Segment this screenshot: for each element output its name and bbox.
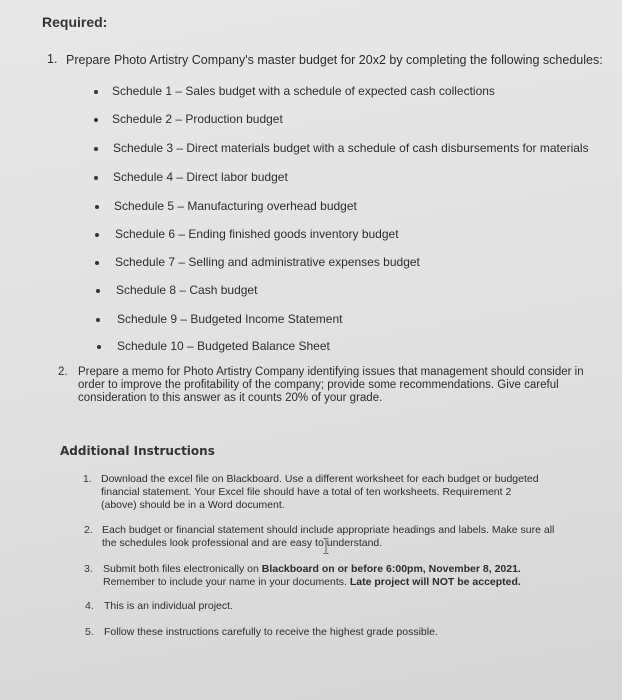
instruction-number: 2. <box>84 524 93 536</box>
task2-line: Prepare a memo for Photo Artistry Company identifying issues that management should consider in <box>78 366 584 378</box>
instruction-number: 3. <box>84 563 93 575</box>
required-heading: Required: <box>42 14 108 30</box>
instruction-line <box>103 576 521 589</box>
instruction-number: 5. <box>85 626 94 638</box>
bullet-icon <box>94 147 98 151</box>
instruction-line: Each budget or financial statement should include appropriate headings and labels. Make sure all <box>102 524 555 536</box>
bullet-icon <box>94 90 98 94</box>
instruction-item <box>103 563 521 589</box>
instruction-text: Submit both files electronically on <box>103 563 262 575</box>
instruction-line: Follow these instructions carefully to receive the highest grade possible. <box>104 626 438 638</box>
instruction-line: (above) should be in a Word document. <box>101 499 285 511</box>
schedule-label: Schedule 6 – Ending finished goods inventory budget <box>115 227 399 241</box>
deadline-text: Blackboard on or before 6:00pm, November 8, 2021. <box>261 563 521 575</box>
bullet-icon <box>96 289 100 293</box>
bullet-icon <box>94 176 98 180</box>
instruction-item <box>104 626 438 639</box>
instruction-text: Remember to include your name in your documents. <box>103 576 350 588</box>
instruction-number: 4. <box>85 600 94 612</box>
instruction-line: Download the excel file on Blackboard. Use a different worksheet for each budget or budgeted <box>101 473 539 485</box>
instruction-item <box>104 600 233 613</box>
task2-line: order to improve the profitability of the company; provide some recommendations. Give careful <box>78 379 559 391</box>
bullet-icon <box>94 118 98 122</box>
schedule-label: Schedule 2 – Production budget <box>112 112 283 126</box>
additional-instructions-heading: Additional Instructions <box>60 444 215 458</box>
bullet-icon <box>96 318 100 322</box>
instruction-line: financial statement. Your Excel file should have a total of ten worksheets. Requirement 2 <box>101 486 512 498</box>
bullet-icon <box>95 261 99 265</box>
instruction-line: the schedules look professional and are easy to understand. <box>102 537 383 549</box>
bullet-icon <box>97 345 101 349</box>
schedule-label: Schedule 7 – Selling and administrative expenses budget <box>115 255 420 269</box>
bullet-icon <box>95 233 99 237</box>
instruction-line <box>103 563 521 576</box>
late-policy-text: Late project will NOT be accepted. <box>349 576 521 588</box>
bullet-icon <box>95 205 99 209</box>
text-cursor-icon <box>323 538 329 554</box>
schedule-label: Schedule 4 – Direct labor budget <box>113 170 288 184</box>
instruction-number: 1. <box>83 473 92 485</box>
instruction-line: This is an individual project. <box>104 600 233 612</box>
schedule-label: Schedule 3 – Direct materials budget with a schedule of cash disbursements for materials <box>113 141 589 155</box>
schedule-label: Schedule 9 – Budgeted Income Statement <box>117 312 343 326</box>
task2-paragraph <box>78 366 584 405</box>
instruction-item <box>101 473 539 512</box>
schedule-label: Schedule 5 – Manufacturing overhead budget <box>114 199 357 213</box>
task1-number: 1. <box>47 52 58 66</box>
task2-line: consideration to this answer as it counts 20% of your grade. <box>78 392 383 404</box>
schedule-label: Schedule 10 – Budgeted Balance Sheet <box>117 339 330 353</box>
task1-text: Prepare Photo Artistry Company's master budget for 20x2 by completing the following schedules: <box>66 53 603 67</box>
schedule-label: Schedule 1 – Sales budget with a schedule of expected cash collections <box>112 84 495 98</box>
schedule-label: Schedule 8 – Cash budget <box>116 283 258 297</box>
task2-number: 2. <box>58 366 68 378</box>
